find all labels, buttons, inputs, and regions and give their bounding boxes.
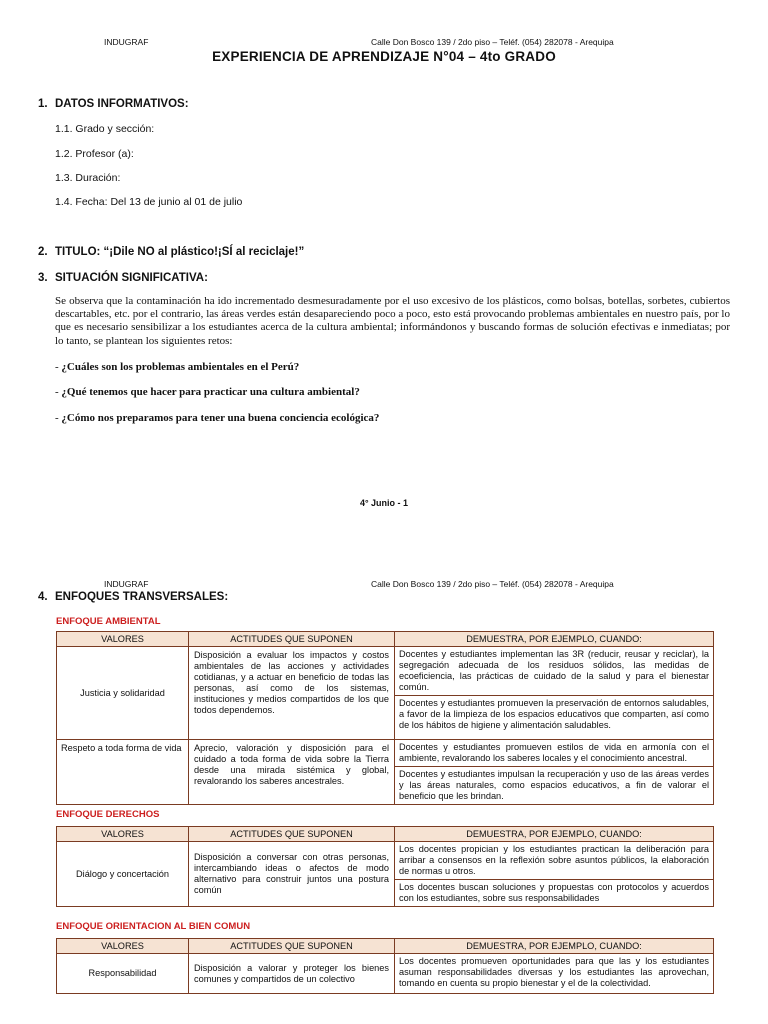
enfoque-ambiental-title: ENFOQUE AMBIENTAL — [56, 616, 161, 627]
valor-cell: Respeto a toda forma de vida — [57, 740, 189, 805]
demuestra-cell: Docentes y estudiantes promueven la preservación de entornos saludables, a favor de la limpieza de los espacios educativos que comparten, así como de los hábitos de higiene y alimentación saludables. — [395, 696, 714, 740]
enfoque-derechos-title: ENFOQUE DERECHOS — [56, 809, 160, 820]
section-situacion-heading — [38, 272, 208, 284]
enfoque-bien-comun-title: ENFOQUE ORIENTACION AL BIEN COMUN — [56, 921, 251, 932]
reto-question-text: ¿Cómo nos preparamos para tener una buena conciencia ecológica? — [61, 412, 380, 424]
valor-cell: Diálogo y concertación — [57, 842, 189, 907]
actitud-cell: Disposición a evaluar los impactos y costos ambientales de las acciones y actividades cotidianas, y a actuar en beneficio de todas las personas, así como de los sistemas, instituciones y medios compartidos de los que todos dependemos. — [189, 647, 395, 740]
situacion-paragraph: Se observa que la contaminación ha ido incrementado desmesuradamente por el uso excesivo de los plásticos, como bolsas, botellas, sorbetes, cubiertos descartables, etc. por el contrario, las áreas verdes están desapareciendo poco a poco, esto está provocando problemas ambientales en nuestro país, por lo que es necesario sensibilizar a los estudiantes acerca de la cultura ambiental; informándonos y buscando formas de solución efectivas e inmediatas; por lo tanto, se plantean los siguientes retos: — [55, 295, 730, 347]
demuestra-cell: Docentes y estudiantes impulsan la recuperación y uso de las áreas verdes y las áreas naturales, como espacios educativos, a fin de valorar el beneficio que les brindan. — [395, 767, 714, 805]
datos-item-profesor: 1.2. Profesor (a): — [55, 148, 134, 160]
table-header-row — [57, 827, 714, 842]
section-title: ENFOQUES TRANSVERSALES: — [55, 591, 229, 603]
header-brand: INDUGRAF — [104, 579, 149, 589]
col-header-valores: VALORES — [57, 939, 189, 954]
col-header-actitudes: ACTITUDES QUE SUPONEN — [189, 827, 395, 842]
document-title: EXPERIENCIA DE APRENDIZAJE N°04 – 4to GRADO — [212, 49, 556, 64]
reto-question-text: ¿Qué tenemos que hacer para practicar una cultura ambiental? — [61, 386, 360, 398]
col-header-actitudes: ACTITUDES QUE SUPONEN — [189, 632, 395, 647]
page-footer: 4° Junio - 1 — [359, 498, 409, 508]
datos-item-grado: 1.1. Grado y sección: — [55, 123, 155, 135]
table-row — [57, 740, 714, 767]
col-header-demuestra: DEMUESTRA, POR EJEMPLO, CUANDO: — [395, 632, 714, 647]
section-number: 1. — [38, 98, 48, 110]
reto-question: - ¿Cuáles son los problemas ambientales en el Perú? — [55, 361, 300, 373]
valor-cell: Responsabilidad — [57, 954, 189, 994]
demuestra-cell: Docentes y estudiantes promueven estilos de vida en armonía con el ambiente, revalorando los saberes locales y el conocimiento ancestral. — [395, 740, 714, 767]
demuestra-cell: Los docentes buscan soluciones y propuestas con protocolos y acuerdos con los estudiantes, sobre sus responsabilidades — [395, 880, 714, 907]
table-header-row — [57, 939, 714, 954]
section-number: 4. — [38, 591, 48, 603]
reto-question: - ¿Qué tenemos que hacer para practicar una cultura ambiental? — [55, 386, 360, 398]
table-header-row — [57, 632, 714, 647]
col-header-valores: VALORES — [57, 632, 189, 647]
demuestra-cell: Docentes y estudiantes implementan las 3R (reducir, reusar y reciclar), la segregación adecuada de los residuos sólidos, las medidas de ecoeficiencia, las prácticas de cuidado de la salud y para el bienestar común. — [395, 647, 714, 696]
demuestra-cell: Los docentes propician y los estudiantes practican la deliberación para arribar a consensos en la reflexión sobre asuntos públicos, la elaboración de normas u otros. — [395, 842, 714, 880]
datos-item-duracion: 1.3. Duración: — [55, 172, 121, 184]
reto-question: - ¿Cómo nos preparamos para tener una buena conciencia ecológica? — [55, 412, 380, 424]
section-number: 2. — [38, 246, 48, 258]
actitud-cell: Disposición a valorar y proteger los bienes comunes y compartidos de un colectivo — [189, 954, 395, 994]
section-enfoques-heading — [38, 591, 228, 603]
section-number: 3. — [38, 272, 48, 284]
enfoque-derechos-table — [56, 826, 714, 907]
section-title: SITUACIÓN SIGNIFICATIVA: — [55, 272, 208, 284]
page-header — [0, 579, 768, 591]
datos-item-fecha: 1.4. Fecha: Del 13 de junio al 01 de julio — [55, 196, 243, 208]
valor-cell: Justicia y solidaridad — [57, 647, 189, 740]
col-header-demuestra: DEMUESTRA, POR EJEMPLO, CUANDO: — [395, 939, 714, 954]
enfoque-ambiental-table — [56, 631, 714, 805]
col-header-demuestra: DEMUESTRA, POR EJEMPLO, CUANDO: — [395, 827, 714, 842]
col-header-actitudes: ACTITUDES QUE SUPONEN — [189, 939, 395, 954]
header-brand: INDUGRAF — [104, 37, 149, 47]
section-titulo — [38, 246, 304, 258]
section-title: TITULO: “¡Dile NO al plástico!¡SÍ al reciclaje!” — [55, 246, 305, 258]
actitud-cell: Disposición a conversar con otras personas, intercambiando ideas o afectos de modo alternativo para construir juntos una postura común — [189, 842, 395, 907]
header-address: Calle Don Bosco 139 / 2do piso – Teléf. (054) 282078 - Arequipa — [371, 579, 614, 589]
section-datos-heading — [38, 98, 189, 110]
table-row — [57, 954, 714, 994]
page-header — [0, 37, 768, 49]
header-address: Calle Don Bosco 139 / 2do piso – Teléf. (054) 282078 - Arequipa — [371, 37, 614, 47]
page-2 — [0, 560, 768, 1024]
section-title: DATOS INFORMATIVOS: — [55, 98, 189, 110]
reto-question-text: ¿Cuáles son los problemas ambientales en el Perú? — [61, 361, 300, 373]
table-row — [57, 647, 714, 696]
enfoque-bien-comun-table — [56, 938, 714, 994]
col-header-valores: VALORES — [57, 827, 189, 842]
demuestra-cell: Los docentes promueven oportunidades para que las y los estudiantes asuman responsabilidades diversas y los estudiantes las aprovechan, tomando en cuenta su propio bienestar y el de la colectividad. — [395, 954, 714, 994]
actitud-cell: Aprecio, valoración y disposición para el cuidado a toda forma de vida sobre la Tierra desde una mirada sistémica y global, revalorando los saberes ancestrales. — [189, 740, 395, 805]
table-row — [57, 842, 714, 880]
